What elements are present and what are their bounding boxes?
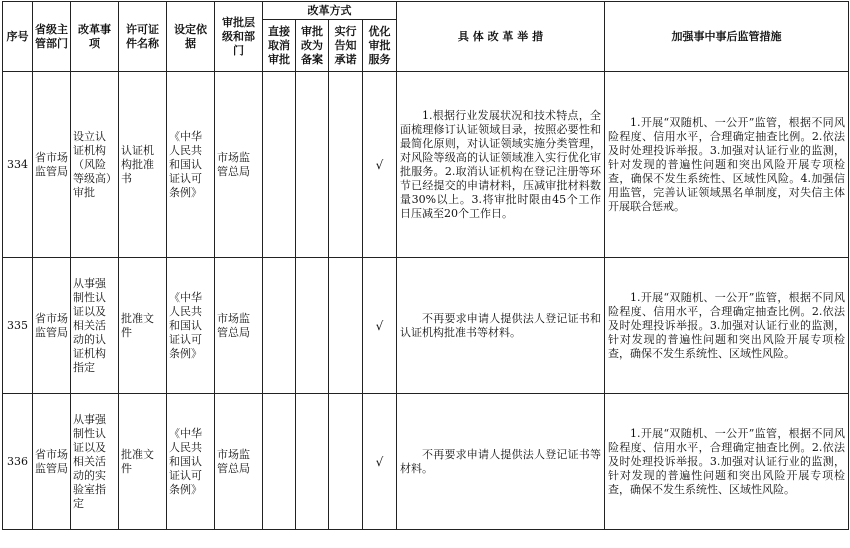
row-supervision-cell (605, 72, 849, 258)
row-measures-cell (397, 258, 605, 394)
header-measures: 具 体 改 革 举 措 (397, 2, 605, 72)
row-dept: 省市场监管局 (33, 394, 71, 530)
header-seq: 序号 (3, 2, 33, 72)
row-measures-cell (397, 394, 605, 530)
row-method-record (296, 72, 329, 258)
row-supervision-cell (605, 394, 849, 530)
row-method-record (296, 258, 329, 394)
header-method-record: 审批改为备案 (296, 20, 329, 72)
row-supervision: 1.开展“双随机、一公开”监管，根据不同风险程度、信用水平，合理确定抽查比例。2.依法及时处理投诉举报。3.加强对认证行业的监测，针对发现的普遍性问题和突出风险开展专项检查，确保不发生系统性、区域性风险。 (608, 426, 845, 496)
row-supervision: 1.开展“双随机、一公开”监管，根据不同风险程度、信用水平，合理确定抽查比例。2.依法及时处理投诉举报。3.加强对认证行业的监测，针对发现的普遍性问题和突出风险开展专项检查，确保不发生系统性、区域性风险。4.加强信用监管，完善认证领域黑名单制度，对失信主体开展联合惩戒。 (608, 115, 845, 213)
row-method-cancel (263, 394, 296, 530)
row-method-commit (329, 258, 363, 394)
table-row (3, 394, 849, 530)
row-method-cancel (263, 258, 296, 394)
row-seq: 335 (3, 258, 33, 394)
row-basis: 《中华人民共和国认证认可条例》 (167, 258, 215, 394)
row-item: 从事强制性认证以及相关活动的认证机构指定 (71, 258, 119, 394)
header-basis: 设定依据 (167, 2, 215, 72)
row-method-optimize: √ (363, 258, 397, 394)
row-measures: 不再要求申请人提供法人登记证书和认证机构批准书等材料。 (400, 311, 601, 339)
row-method-record (296, 394, 329, 530)
row-basis: 《中华人民共和国认证认可条例》 (167, 394, 215, 530)
row-license: 认证机构批准书 (119, 72, 167, 258)
row-seq: 334 (3, 72, 33, 258)
header-approval-level: 审批层级和部门 (215, 2, 263, 72)
row-basis: 《中华人民共和国认证认可条例》 (167, 72, 215, 258)
header-reform-method: 改革方式 (263, 2, 397, 20)
row-supervision: 1.开展“双随机、一公开”监管，根据不同风险程度、信用水平，合理确定抽查比例。2.依法及时处理投诉举报。3.加强对认证行业的监测，针对发现的普遍性问题和突出风险开展专项检查，确保不发生系统性、区域性风险。 (608, 290, 845, 360)
header-method-optimize: 优化审批服务 (363, 20, 397, 72)
header-license: 许可证件名称 (119, 2, 167, 72)
row-measures: 1.根据行业发展状况和技术特点，全面梳理修订认证领域目录，按照必要性和最简化原则，对认证领域实施分类管理，对风险等级高的认证领域准入实行优化审批服务。2.取消认证机构在登记注册等环节已经提交的申请材料，压减审批材料数量30%以上。3.将审批时限由45个工作日压减至20个工作日。 (400, 108, 601, 220)
row-method-commit (329, 394, 363, 530)
row-license: 批准文件 (119, 258, 167, 394)
row-item: 从事强制性认证以及相关活动的实验室指定 (71, 394, 119, 530)
row-supervision-cell (605, 258, 849, 394)
row-method-cancel (263, 72, 296, 258)
row-approval-level: 市场监管总局 (215, 258, 263, 394)
row-dept: 省市场监管局 (33, 258, 71, 394)
header-dept: 省级主管部门 (33, 2, 71, 72)
row-dept: 省市场监管局 (33, 72, 71, 258)
row-method-commit (329, 72, 363, 258)
header-method-commit: 实行告知承诺 (329, 20, 363, 72)
row-approval-level: 市场监管总局 (215, 72, 263, 258)
table-header (3, 2, 849, 72)
row-method-optimize: √ (363, 394, 397, 530)
header-supervision: 加强事中事后监管措施 (605, 2, 849, 72)
header-item: 改革事项 (71, 2, 119, 72)
row-measures: 不再要求申请人提供法人登记证书等材料。 (400, 447, 601, 475)
table-row (3, 258, 849, 394)
table-row (3, 72, 849, 258)
row-seq: 336 (3, 394, 33, 530)
row-approval-level: 市场监管总局 (215, 394, 263, 530)
row-measures-cell (397, 72, 605, 258)
row-method-optimize: √ (363, 72, 397, 258)
reform-table (2, 1, 849, 530)
row-license: 批准文件 (119, 394, 167, 530)
row-item: 设立认证机构（风险等级高）审批 (71, 72, 119, 258)
header-method-cancel: 直接取消审批 (263, 20, 296, 72)
